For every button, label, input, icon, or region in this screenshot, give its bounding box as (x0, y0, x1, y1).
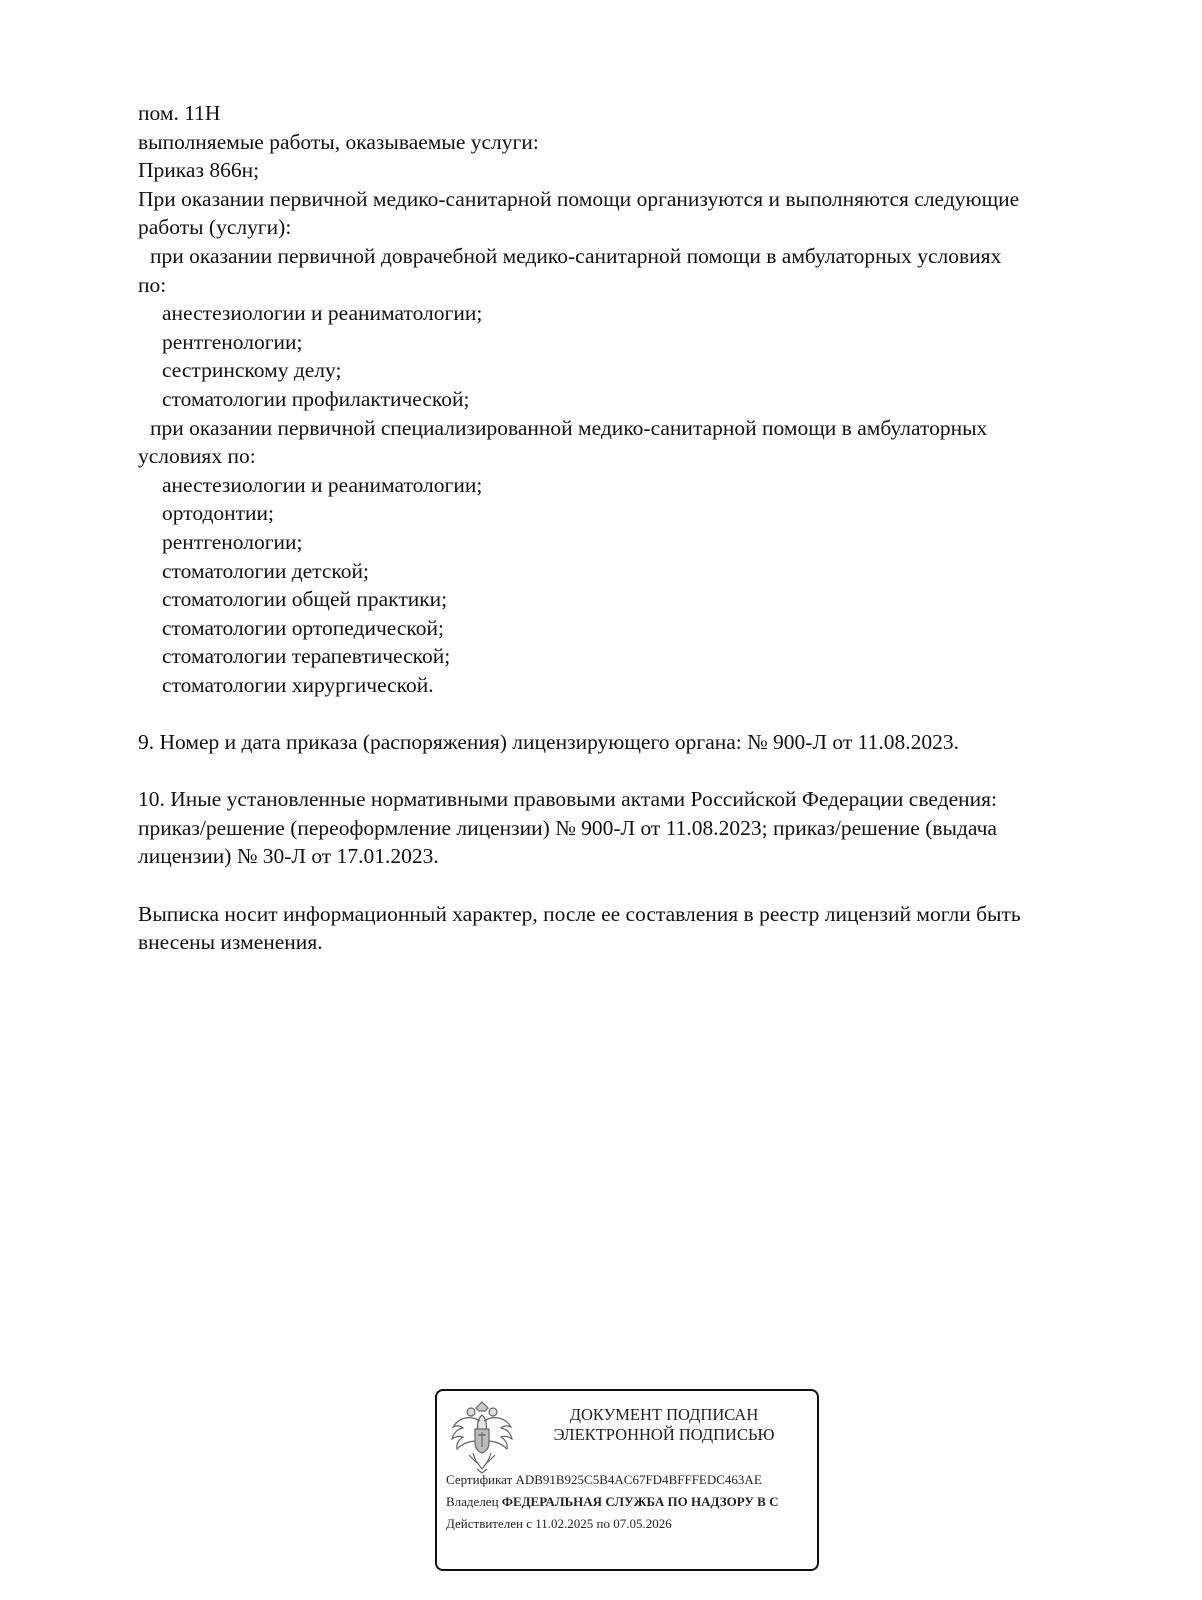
electronic-signature-stamp (435, 1389, 819, 1571)
item-10-line: лицензии) № 30-Л от 17.01.2023. (138, 844, 439, 869)
signature-title-line: ЭЛЕКТРОННОЙ ПОДПИСЬЮ (553, 1425, 775, 1444)
section-intro: условиях по: (138, 444, 256, 469)
item-9: 9. Номер и дата приказа (распоряжения) лицензирующего органа: № 900-Л от 11.08.2023. (138, 730, 959, 755)
certificate-value: ADB91B925C5B4AC67FD4BFFFEDC463AE (515, 1472, 762, 1487)
coat-of-arms-icon (447, 1399, 517, 1475)
section-intro: при оказании первичной доврачебной медико-санитарной помощи в амбулаторных условиях (150, 243, 1002, 268)
owner-value: ФЕДЕРАЛЬНАЯ СЛУЖБА ПО НАДЗОРУ В С (501, 1494, 779, 1509)
text-line: пом. 11Н (138, 101, 221, 125)
list-item: стоматологии ортопедической; (162, 615, 445, 640)
list-item: анестезиологии и реаниматологии; (162, 472, 483, 497)
document-body (138, 99, 1128, 957)
list-item: стоматологии детской; (162, 558, 369, 583)
item-10-line: приказ/решение (переоформление лицензии) № 900-Л от 11.08.2023; приказ/решение (выдача (138, 815, 997, 840)
section-intro: по: (138, 272, 167, 297)
list-item: рентгенологии; (162, 529, 303, 554)
certificate-row (446, 1472, 762, 1488)
text-line: Приказ 866н; (138, 158, 260, 183)
certificate-label: Сертификат (446, 1472, 513, 1487)
text-line: выполняемые работы, оказываемые услуги: (138, 129, 539, 154)
list-item: стоматологии профилактической; (162, 386, 470, 411)
signature-title-line: ДОКУМЕНТ ПОДПИСАН (569, 1405, 759, 1424)
item-10-line: 10. Иные установленные нормативными правовыми актами Российской Федерации сведения: (138, 787, 997, 812)
list-item: ортодонтии; (162, 501, 275, 526)
signature-title (529, 1405, 799, 1445)
list-item: стоматологии терапевтической; (162, 644, 451, 669)
section-intro: при оказании первичной специализированной медико-санитарной помощи в амбулаторных (150, 415, 988, 440)
note-line: внесены изменения. (138, 930, 323, 955)
list-item: рентгенологии; (162, 329, 303, 354)
note-line: Выписка носит информационный характер, после ее составления в реестр лицензий могли быть (138, 901, 1021, 926)
text-line: При оказании первичной медико-санитарной помощи организуются и выполняются следующие (138, 186, 1020, 211)
list-item: стоматологии хирургической. (162, 672, 434, 697)
list-item: стоматологии общей практики; (162, 587, 448, 612)
list-item: сестринскому делу; (162, 358, 342, 383)
text-line: работы (услуги): (138, 215, 292, 240)
owner-label: Владелец (446, 1494, 499, 1509)
validity-row: Действителен с 11.02.2025 по 07.05.2026 (446, 1516, 672, 1531)
owner-row (446, 1494, 778, 1510)
list-item: анестезиологии и реаниматологии; (162, 301, 483, 326)
